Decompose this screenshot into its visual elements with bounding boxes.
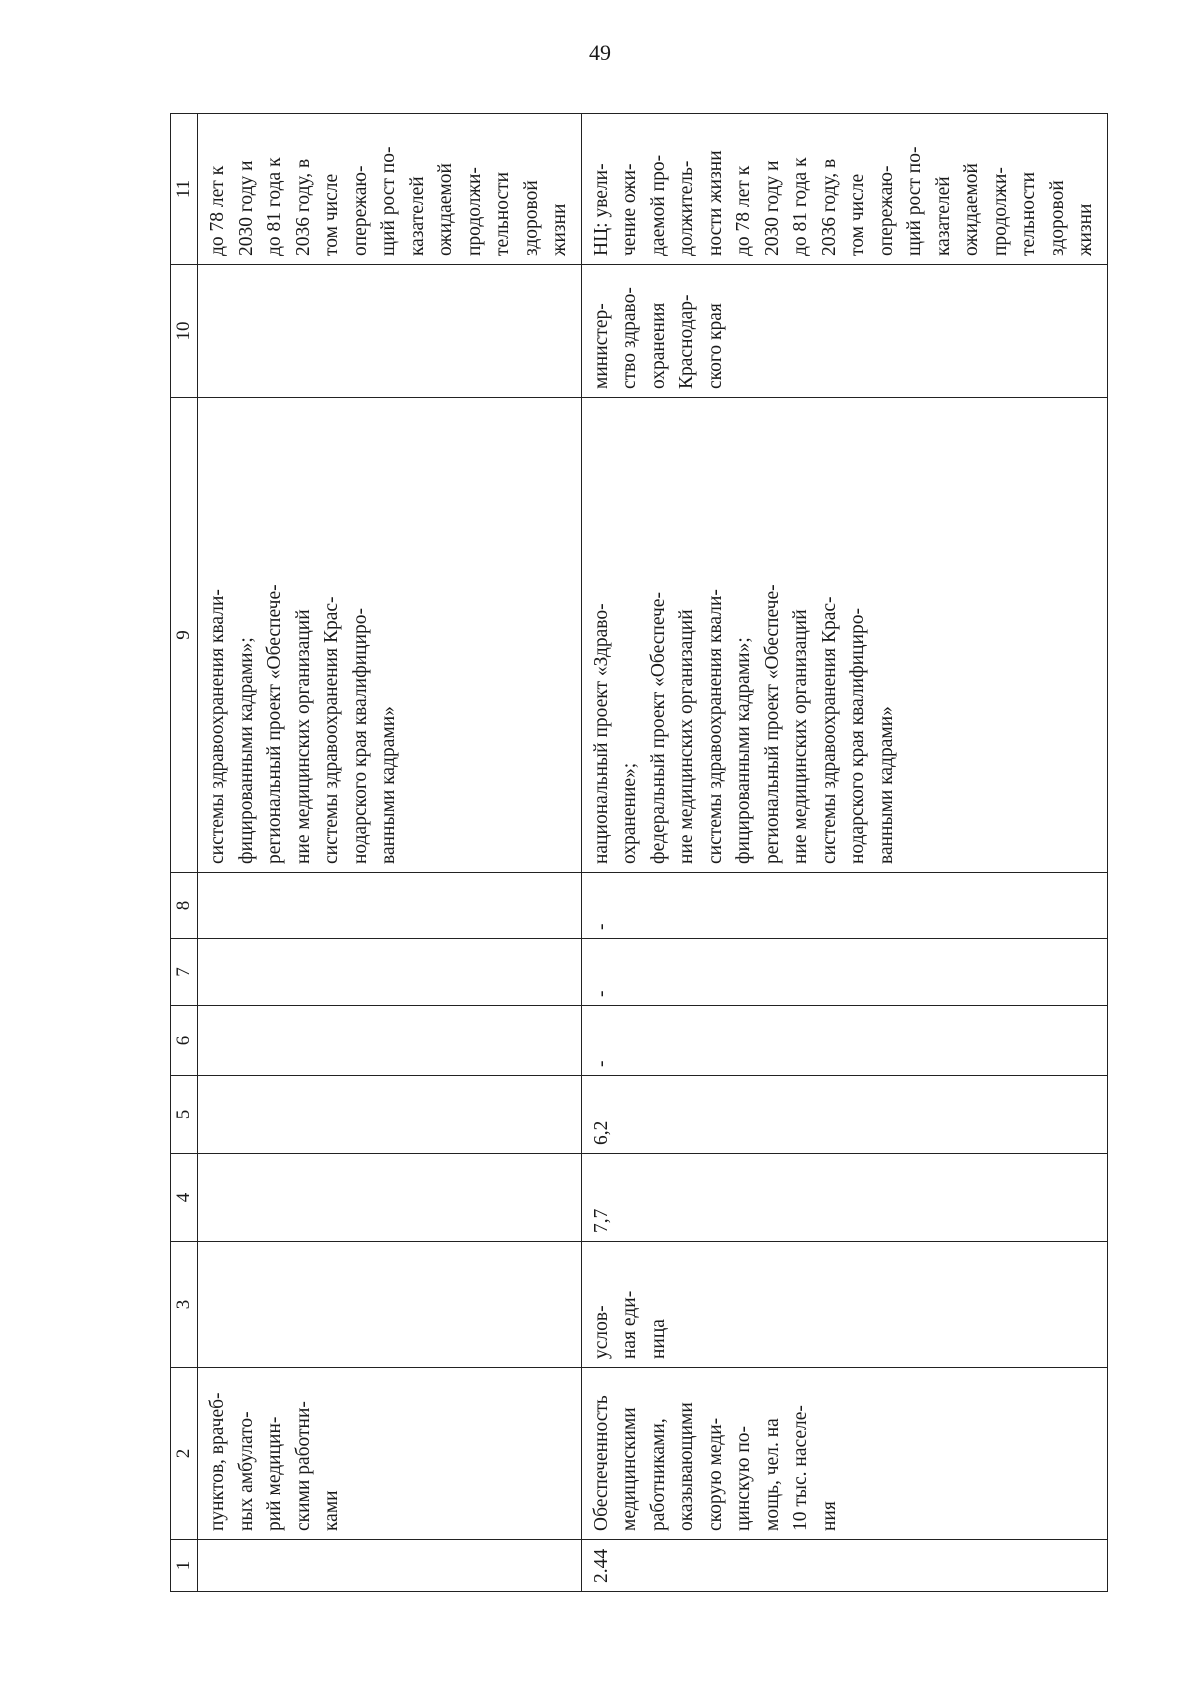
cell-value-7: [198, 939, 582, 1006]
cell-value-7: -: [581, 939, 1107, 1006]
cell-value-6: [198, 1006, 582, 1076]
header-col-4: 4: [171, 1154, 198, 1242]
rotated-table-container: [170, 114, 1096, 1592]
table-row: [198, 114, 582, 1592]
indicators-table: [170, 113, 1108, 1592]
cell-projects: системы здравоохранения квали- фицированными кадрами»; региональный проект «Обеспече- ние медицинских организаций системы здравоохранения Крас- нодарского края квалифициро- ванными кадрами»: [198, 398, 582, 873]
cell-number: 2.44: [581, 1540, 1107, 1592]
table-row: [581, 114, 1107, 1592]
cell-responsible: министер- ство здраво- охранения Краснодар- ского края: [581, 265, 1107, 398]
header-col-3: 3: [171, 1242, 198, 1368]
header-col-5: 5: [171, 1076, 198, 1154]
cell-number: [198, 1540, 582, 1592]
cell-value-8: [198, 873, 582, 939]
cell-value-8: -: [581, 873, 1107, 939]
header-col-11: 11: [171, 114, 198, 265]
header-col-7: 7: [171, 939, 198, 1006]
cell-value-4: [198, 1154, 582, 1242]
header-col-1: 1: [171, 1540, 198, 1592]
cell-indicator: Обеспеченность медицинскими работниками, оказывающими скорую меди- цинскую по- мощь, чел. на 10 тыс. населе- ния: [581, 1368, 1107, 1540]
header-col-2: 2: [171, 1368, 198, 1540]
cell-responsible: [198, 265, 582, 398]
cell-value-4: 7,7: [581, 1154, 1107, 1242]
header-col-10: 10: [171, 265, 198, 398]
cell-projects: национальный проект «Здраво- охранение»; федеральный проект «Обеспече- ние медицинских организаций системы здравоохранения квали- фицированными кадрами»; региональный проект «Обеспече- ние медицинских организаций системы здравоохранения Крас- нодарского края квалифициро- ванными кадрами»: [581, 398, 1107, 873]
cell-indicator: пунктов, врачеб- ных амбулато- рий медицин- скими работни- ками: [198, 1368, 582, 1540]
cell-value-6: -: [581, 1006, 1107, 1076]
page-number: 49: [589, 40, 611, 65]
cell-unit: [198, 1242, 582, 1368]
header-col-9: 9: [171, 398, 198, 873]
cell-unit: услов- ная еди- ница: [581, 1242, 1107, 1368]
cell-goal: НЦ: увели- чение ожи- даемой про- должитель- ности жизни до 78 лет к 2030 году и до 81 года к 2036 году, в том числе опережаю- щий рост по- казателей ожидаемой продолжи- тельности здоровой жизни: [581, 114, 1107, 265]
header-col-6: 6: [171, 1006, 198, 1076]
table-header-row: [171, 114, 198, 1592]
cell-value-5: 6,2: [581, 1076, 1107, 1154]
header-col-8: 8: [171, 873, 198, 939]
cell-value-5: [198, 1076, 582, 1154]
cell-goal: до 78 лет к 2030 году и до 81 года к 2036 году, в том числе опережаю- щий рост по- казателей ожидаемой продолжи- тельности здоровой жизни: [198, 114, 582, 265]
